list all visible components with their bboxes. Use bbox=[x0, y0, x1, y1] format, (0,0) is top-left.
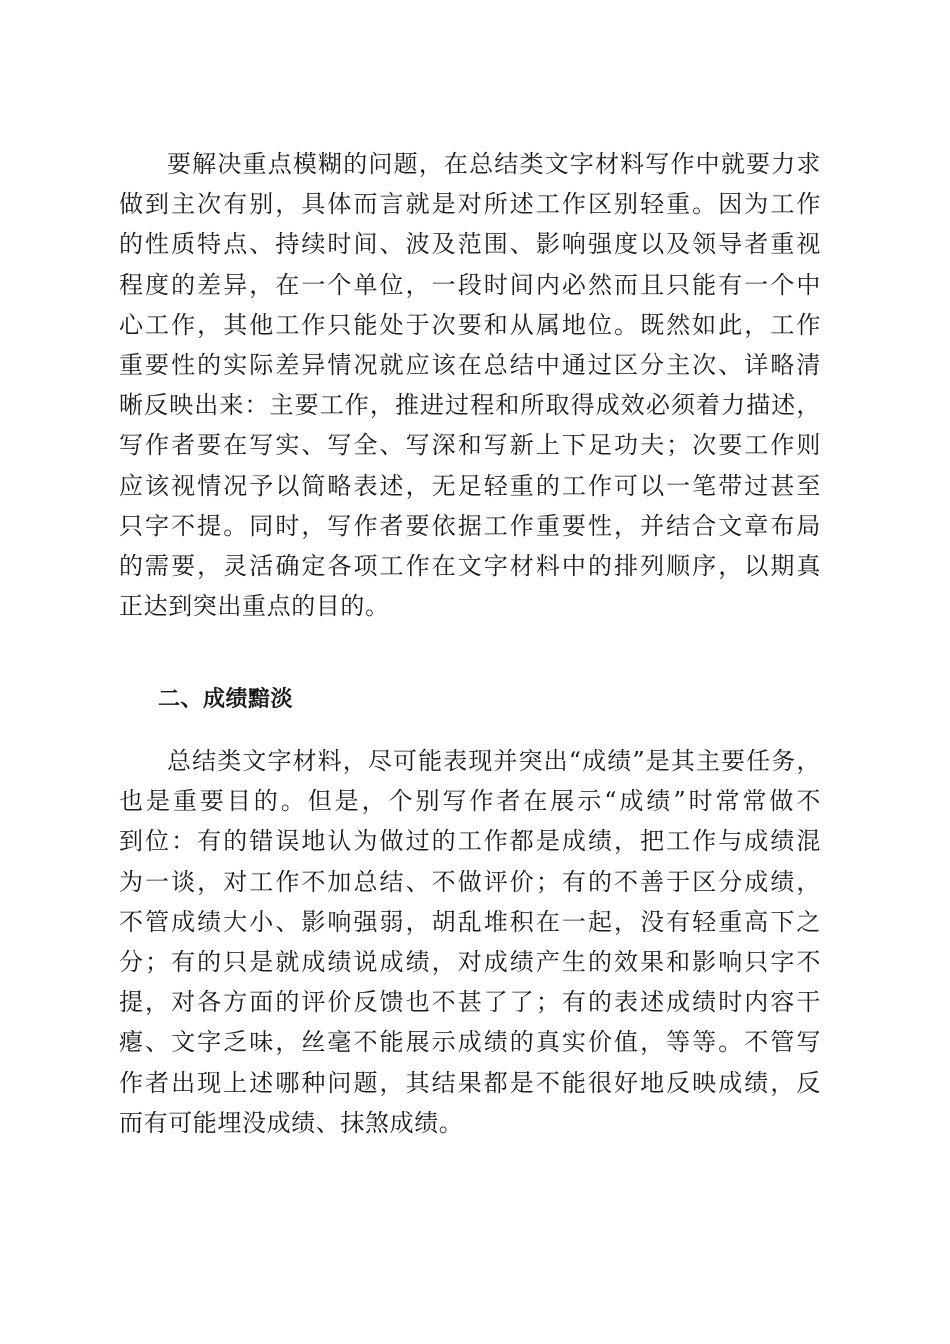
paragraph-line: 瘪、文字乏味，丝毫不能展示成绩的真实价值，等等。不管写 bbox=[119, 1028, 821, 1057]
paragraph-line: 也是重要目的。但是，个别写作者在展示“成绩”时常常做不 bbox=[119, 787, 821, 816]
paragraph-line: 应该视情况予以简略表述，无足轻重的工作可以一笔带过甚至 bbox=[119, 471, 821, 500]
paragraph-line: 提，对各方面的评价反馈也不甚了了；有的表述成绩时内容干 bbox=[119, 988, 821, 1017]
paragraph-line: 而有可能埋没成绩、抹煞成绩。 bbox=[119, 1108, 464, 1137]
paragraph-line: 的性质特点、持续时间、波及范围、影响强度以及领导者重视 bbox=[119, 230, 821, 259]
paragraph-line: 重要性的实际差异情况就应该在总结中通过区分主次、详略清 bbox=[119, 350, 821, 379]
paragraph-line: 正达到突出重点的目的。 bbox=[119, 592, 390, 621]
paragraph-line: 到位：有的错误地认为做过的工作都是成绩，把工作与成绩混 bbox=[119, 827, 821, 856]
paragraph-line: 心工作，其他工作只能处于次要和从属地位。既然如此，工作 bbox=[119, 310, 821, 339]
paragraph-line: 为一谈，对工作不加总结、不做评价；有的不善于区分成绩， bbox=[119, 867, 821, 896]
paragraph-line: 程度的差异，在一个单位，一段时间内必然而且只能有一个中 bbox=[119, 270, 821, 299]
paragraph-achievements bbox=[119, 741, 821, 1143]
paragraph-line: 只字不提。同时，写作者要依据工作重要性，并结合文章布局 bbox=[119, 511, 821, 540]
paragraph-line: 做到主次有别，具体而言就是对所述工作区别轻重。因为工作 bbox=[119, 190, 821, 219]
paragraph-line: 总结类文字材料，尽可能表现并突出“成绩”是其主要任务， bbox=[167, 747, 821, 775]
section-heading: 二、成绩黯淡 bbox=[158, 687, 294, 712]
paragraph-key-points bbox=[119, 144, 821, 626]
paragraph-line: 要解决重点模糊的问题，在总结类文字材料写作中就要力求 bbox=[167, 150, 821, 178]
paragraph-line: 晰反映出来：主要工作，推进过程和所取得成效必须着力描述， bbox=[119, 391, 821, 420]
paragraph-line: 写作者要在写实、写全、写深和写新上下足功夫；次要工作则 bbox=[119, 431, 821, 460]
paragraph-line: 作者出现上述哪种问题，其结果都是不能很好地反映成绩，反 bbox=[119, 1068, 821, 1097]
paragraph-line: 的需要，灵活确定各项工作在文字材料中的排列顺序，以期真 bbox=[119, 551, 821, 580]
paragraph-line: 分；有的只是就成绩说成绩，对成绩产生的效果和影响只字不 bbox=[119, 947, 821, 976]
paragraph-line: 不管成绩大小、影响强弱，胡乱堆积在一起，没有轻重高下之 bbox=[119, 907, 821, 936]
